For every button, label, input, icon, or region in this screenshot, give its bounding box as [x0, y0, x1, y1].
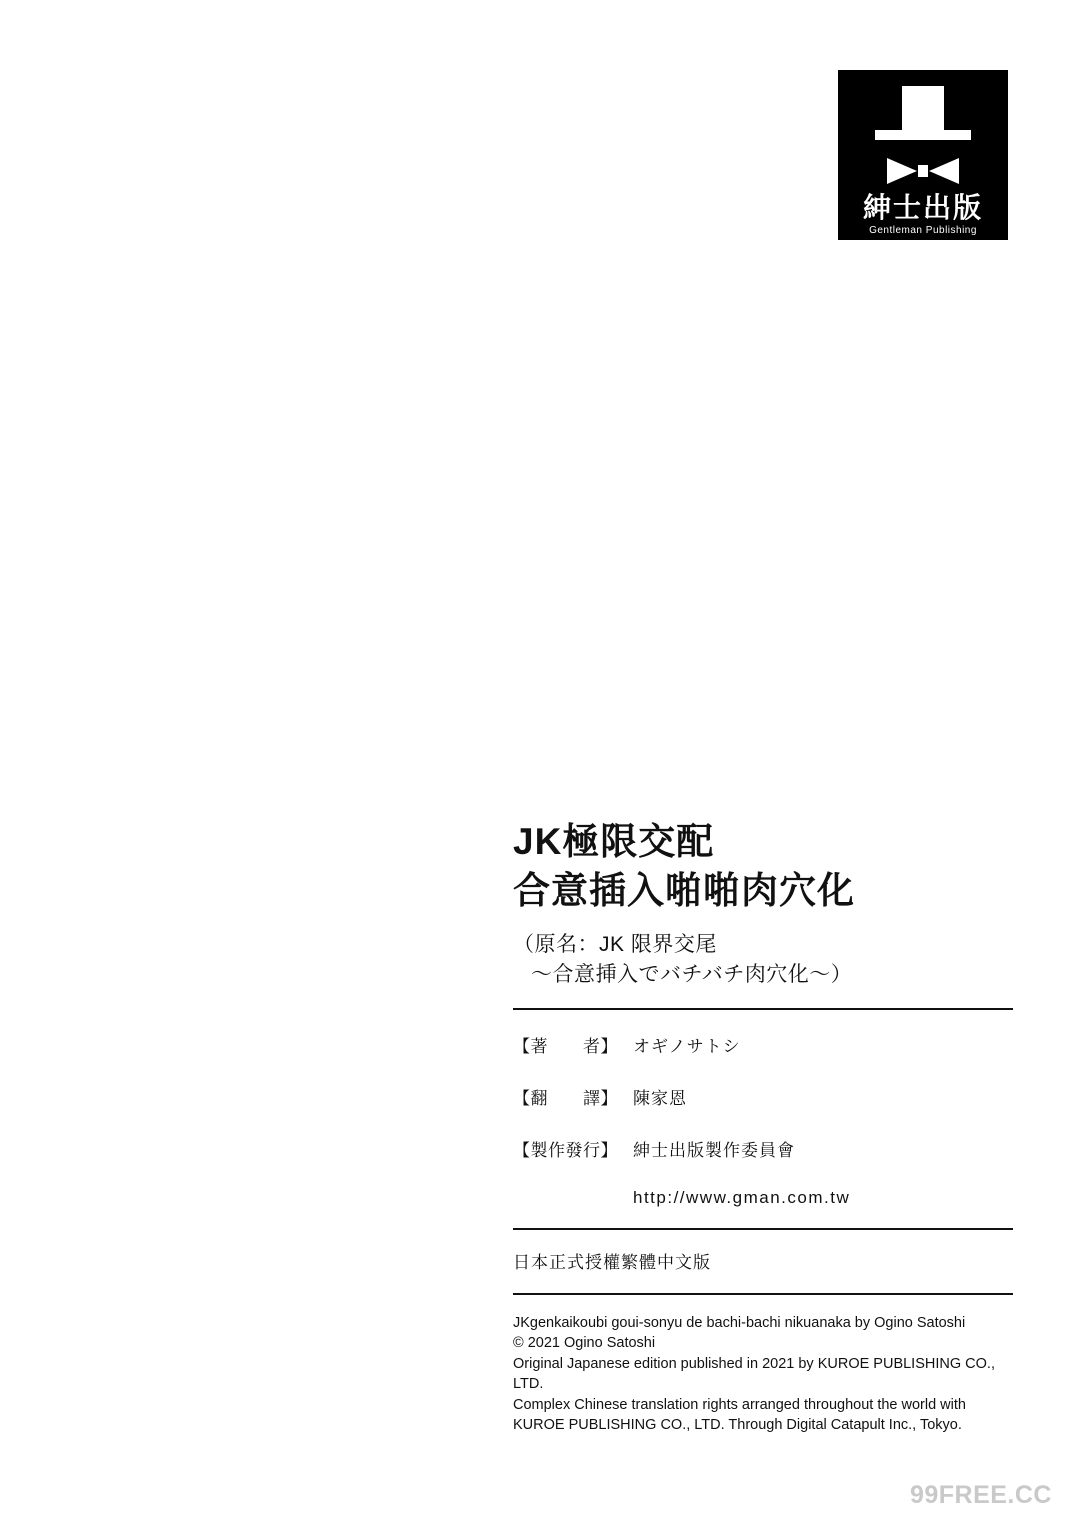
- divider-bottom: [513, 1293, 1013, 1295]
- english-line-1: JKgenkaikoubi goui-sonyu de bachi-bachi nikuanaka by Ogino Satoshi: [513, 1314, 966, 1331]
- top-hat-icon: [875, 86, 971, 152]
- page-title: [513, 818, 1013, 916]
- license-notice: 日本正式授權繁體中文版: [513, 1252, 711, 1272]
- credit-label-publisher: 【製作發行】: [513, 1140, 618, 1160]
- divider-top: [513, 1008, 1013, 1010]
- site-watermark: 99FREE.CC: [909, 1481, 1052, 1509]
- english-line-3: Original Japanese edition published in 2021 by KUROE PUBLISHING CO., LTD.: [513, 1355, 995, 1393]
- colophon-block: [513, 818, 1013, 1436]
- original-title: [513, 930, 1013, 991]
- divider-middle: [513, 1228, 1013, 1230]
- credit-value-translator: 陳家恩: [633, 1088, 687, 1108]
- english-line-2: © 2021 Ogino Satoshi: [513, 1335, 656, 1352]
- original-title-line-1: （原名：JK 限界交尾: [513, 932, 717, 956]
- english-copyright-block: [513, 1313, 1013, 1436]
- credit-value-author: オギノサトシ: [633, 1036, 741, 1056]
- credit-row-publisher: [513, 1136, 1013, 1161]
- credit-row-translator: [513, 1084, 1013, 1109]
- credit-label-translator: 【翻 譯】: [513, 1088, 618, 1108]
- credits-list: [513, 1032, 1013, 1208]
- title-line-1: JK極限交配: [513, 821, 715, 862]
- title-line-2: 合意插入啪啪肉穴化: [513, 869, 855, 911]
- english-line-4: Complex Chinese translation rights arranged throughout the world with KUROE PUBLISHING CO., LTD. Through Digital Catapult Inc., Tokyo.: [513, 1396, 966, 1434]
- original-title-line-2: 〜合意挿入でバチバチ肉穴化〜）: [531, 963, 853, 987]
- credit-label-author: 【著 者】: [513, 1036, 618, 1056]
- publisher-name-cn: 紳士出版: [862, 192, 983, 223]
- credit-value-publisher: 紳士出版製作委員會: [633, 1140, 795, 1160]
- bowtie-icon: [887, 158, 959, 184]
- credit-row-author: [513, 1032, 1013, 1057]
- publisher-logo: [838, 70, 1008, 240]
- publisher-website-link[interactable]: http://www.gman.com.tw: [633, 1187, 851, 1207]
- publisher-name-en: Gentleman Publishing: [869, 225, 977, 236]
